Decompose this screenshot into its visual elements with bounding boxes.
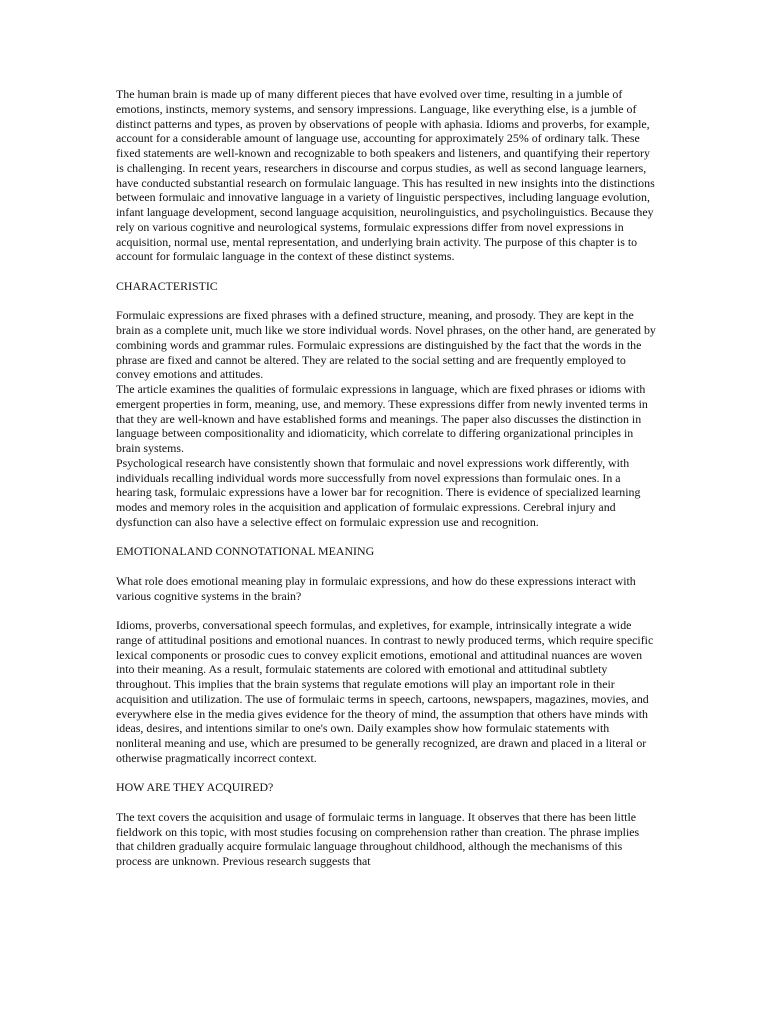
emotional-paragraph-1: Idioms, proverbs, conversational speech formulas, and expletives, for example, intrinsically integrate a wide range of attitudinal positions and emotional nuances. In contrast to newly produced terms, which require specific lexical components or prosodic cues to convey explicit emotions, emotional and attitudinal nuances are woven into their meaning. As a result, formulaic statements are colored with emotional and attitudinal subtlety throughout. This implies that the brain systems that regulate emotions will play an important role in their acquisition and utilization. The use of formulaic terms in speech, cartoons, newspapers, magazines, movies, and everywhere else in the media gives evidence for the theory of mind, the assumption that others have minds with ideas, desires, and intentions similar to one's own. Daily examples show how formulaic statements with nonliteral meaning and use, which are presumed to be generally recognized, are drawn and placed in a literal or otherwise pragmatically incorrect context. (116, 618, 654, 765)
paragraph-gap (116, 264, 656, 279)
characteristic-paragraph-2: The article examines the qualities of formulaic expressions in language, which are fixed phrases or idioms with emergent properties in form, meaning, use, and memory. These expressions differ from newly invented terms in that they are well-known and have established forms and meanings. The paper also discusses the distinction in language between compositionality and idiomaticity, which correlate to differing organizational principles in brain systems. (116, 382, 648, 455)
intro-paragraph: The human brain is made up of many different pieces that have evolved over time, resulting in a jumble of emotions, instincts, memory systems, and sensory impressions. Language, like everything else, is a jumble of distinct patterns and types, as proven by observations of people with aphasia. Idioms and proverbs, for example, account for a considerable amount of language use, accounting for approximately 25% of ordinary talk. These fixed statements are well-known and recognizable to both speakers and listeners, and quantifying their repertory is challenging. In recent years, researchers in discourse and corpus studies, as well as second language learners, have conducted substantial research on formulaic language. This has resulted in new insights into the distinctions between formulaic and innovative language in a variety of linguistic perspectives, including language evolution, infant language development, second language acquisition, neurolinguistics, and psycholinguistics. Because they rely on various cognitive and neurological systems, formulaic expressions differ from novel expressions in acquisition, normal use, mental representation, and underlying brain activity. The purpose of this chapter is to account for formulaic language in the context of these distinct systems. (116, 87, 655, 264)
paragraph-gap (116, 530, 656, 545)
paragraph-gap (116, 294, 656, 309)
paragraph-gap (116, 766, 656, 781)
document-page (116, 87, 656, 869)
emotional-question-paragraph: What role does emotional meaning play in formulaic expressions, and how do these expressions interact with various cognitive systems in the brain? (116, 573, 636, 603)
section-heading-emotional: EMOTIONALAND CONNOTATIONAL MEANING (116, 544, 375, 559)
characteristic-paragraph-3: Psychological research have consistently shown that formulaic and novel expressions work differently, with individuals recalling individual words more successfully from novel expressions than formulaic ones. In a hearing task, formulaic expressions have a lower bar for recognition. There is evidence of specialized learning modes and memory roles in the acquisition and application of formulaic expressions. Cerebral injury and dysfunction can also have a selective effect on formulaic expression use and recognition. (116, 455, 641, 529)
paragraph-gap (116, 795, 656, 810)
section-heading-acquired: HOW ARE THEY ACQUIRED? (116, 780, 274, 795)
acquired-paragraph-1: The text covers the acquisition and usage of formulaic terms in language. It observes that there has been little fieldwork on this topic, with most studies focusing on comprehension rather than creation. The phrase implies that children gradually acquire formulaic language throughout childhood, although the mechanisms of this process are unknown. Previous research suggests that (116, 809, 640, 868)
paragraph-gap (116, 603, 656, 618)
paragraph-gap (116, 559, 656, 574)
characteristic-paragraph-1: Formulaic expressions are fixed phrases with a defined structure, meaning, and prosody. They are kept in the brain as a complete unit, much like we store individual words. Novel phrases, on the other hand, are generated by combining words and grammar rules. Formulaic expressions are distinguished by the fact that the words in the phrase are fixed and cannot be altered. They are related to the social setting and are frequently employed to convey emotions and attitudes. (116, 308, 656, 382)
section-heading-characteristic: CHARACTERISTIC (116, 278, 218, 293)
